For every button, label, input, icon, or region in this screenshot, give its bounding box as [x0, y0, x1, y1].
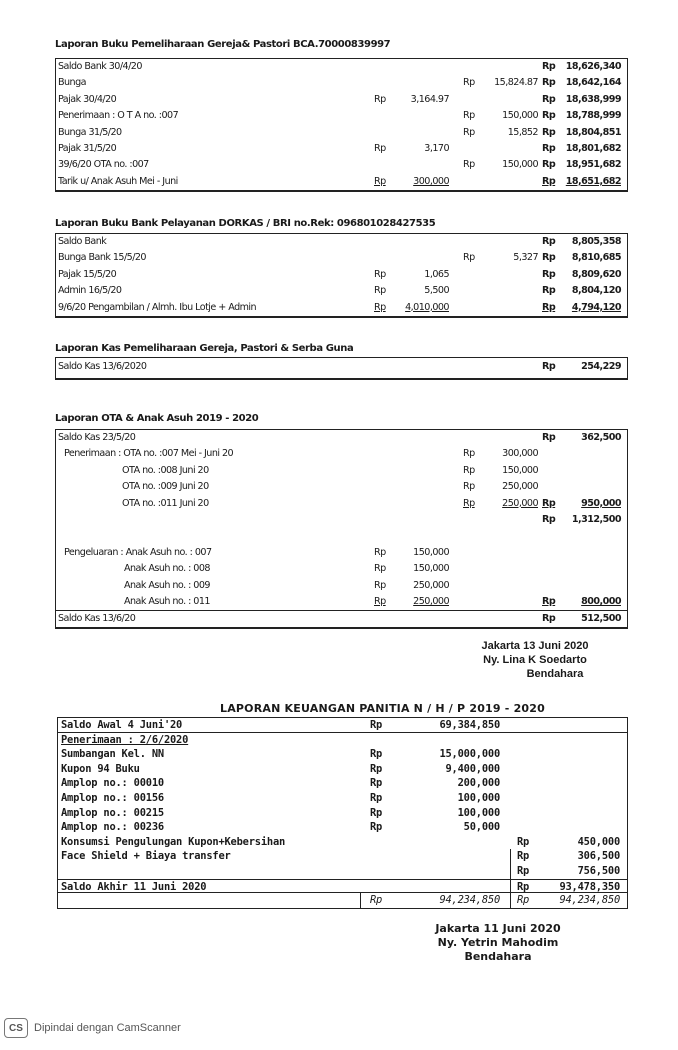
currency-label: Rp — [463, 252, 475, 264]
dorkas-report-table — [55, 233, 628, 318]
currency-label: Rp — [463, 77, 475, 89]
currency-label: Rp — [542, 268, 556, 280]
bca-report — [55, 38, 628, 192]
table-row — [56, 578, 627, 594]
receipt-amount: 100,000 — [457, 791, 500, 804]
bca-report-title: Laporan Buku Pemeliharaan Gereja& Pastori BCA.70000839997 — [55, 39, 391, 50]
table-row — [56, 561, 627, 577]
debit-amount: 150,000 — [413, 563, 449, 575]
column-divider — [510, 849, 511, 864]
currency-label: Rp — [542, 159, 556, 171]
table-row — [56, 267, 627, 283]
signature-1-place-date: Jakarta 13 Juni 2020 — [481, 640, 589, 652]
table-row — [56, 157, 627, 173]
table-row — [56, 75, 627, 91]
expense-amount: 94,234,850 — [559, 894, 620, 907]
table-row — [56, 479, 627, 495]
currency-label: Rp — [542, 236, 556, 247]
balance-amount: 8,804,120 — [571, 285, 621, 297]
currency-label: Rp — [374, 563, 386, 575]
table-row — [56, 496, 627, 512]
debit-amount: 250,000 — [413, 579, 449, 591]
table-row — [56, 283, 627, 299]
camscanner-footer — [4, 1017, 181, 1039]
currency-label: Rp — [542, 252, 556, 264]
table-row — [56, 528, 627, 544]
signature-block-2 — [418, 922, 578, 964]
currency-label: Rp — [463, 481, 475, 493]
receipt-amount: 50,000 — [463, 821, 500, 834]
row-label: Bunga 31/5/20 — [58, 126, 122, 138]
expense-amount: 93,478,350 — [559, 880, 620, 893]
currency-label: Rp — [542, 110, 556, 122]
table-row — [58, 776, 627, 791]
credit-amount: 5,327 — [513, 252, 538, 264]
credit-amount: 250,000 — [502, 481, 538, 493]
balance-amount: 18,788,999 — [565, 110, 621, 122]
currency-label: Rp — [542, 613, 556, 625]
currency-label: Rp — [370, 719, 383, 731]
row-label: Kupon 94 Buku — [61, 762, 140, 775]
currency-label: Rp — [542, 595, 556, 607]
ota-report-title: Laporan OTA & Anak Asuh 2019 - 2020 — [55, 413, 259, 424]
table-row — [56, 512, 627, 528]
row-label: Admin 16/5/20 — [58, 285, 122, 297]
table-row — [56, 250, 627, 266]
credit-amount: 150,000 — [502, 464, 538, 476]
currency-label: Rp — [542, 301, 556, 313]
balance-amount: 1,312,500 — [571, 513, 621, 525]
row-label: 39/6/20 OTA no. :007 — [58, 159, 149, 171]
table-row — [56, 545, 627, 561]
table-row — [58, 718, 627, 733]
table-row — [56, 594, 627, 610]
row-label: Pajak 15/5/20 — [58, 268, 117, 280]
balance-amount: 18,638,999 — [565, 93, 621, 105]
row-label: Pengeluaran : Anak Asuh no. : 007 — [64, 546, 212, 558]
currency-label: Rp — [374, 93, 386, 105]
currency-label: Rp — [374, 595, 386, 607]
balance-amount: 18,642,164 — [565, 77, 621, 89]
panitia-report-title: LAPORAN KEUANGAN PANITIA N / H / P 2019 - 2020 — [220, 702, 545, 715]
table-row — [56, 610, 627, 626]
currency-label: Rp — [542, 93, 556, 105]
signature-1-name: Ny. Lina K Soedarto — [483, 654, 587, 666]
receipt-amount: 9,400,000 — [445, 762, 500, 775]
ota-report — [55, 412, 628, 629]
debit-amount: 150,000 — [413, 546, 449, 558]
debit-amount: 3,170 — [424, 142, 449, 154]
row-label: Sumbangan Kel. NN — [61, 748, 164, 761]
currency-label: Rp — [542, 77, 556, 89]
credit-amount: 15,824.87 — [494, 77, 538, 89]
currency-label: Rp — [370, 821, 383, 834]
receipt-amount: 200,000 — [457, 777, 500, 790]
row-label: Anak Asuh no. : 011 — [124, 595, 210, 607]
row-label: Saldo Akhir 11 Juni 2020 — [61, 880, 207, 893]
signature-2-place-date: Jakarta 11 Juni 2020 — [435, 922, 561, 935]
row-label: Konsumsi Pengulungan Kupon+Kebersihan — [61, 835, 286, 848]
currency-label: Rp — [370, 791, 383, 804]
currency-label: Rp — [374, 268, 386, 280]
row-label: Tarik u/ Anak Asuh Mei - Juni — [58, 175, 178, 187]
kas-report — [55, 342, 628, 380]
currency-label: Rp — [374, 142, 386, 154]
currency-label: Rp — [517, 864, 530, 877]
balance-amount: 8,809,620 — [571, 268, 621, 280]
currency-label: Rp — [370, 777, 383, 790]
table-row — [58, 806, 627, 821]
bca-report-table — [55, 58, 628, 192]
currency-label: Rp — [463, 464, 475, 476]
table-row — [56, 174, 627, 190]
currency-label: Rp — [542, 361, 556, 372]
row-label: Penerimaan : 2/6/2020 — [61, 733, 189, 746]
receipt-amount: 100,000 — [457, 806, 500, 819]
balance-amount: 4,794,120 — [571, 301, 621, 313]
table-row — [56, 359, 627, 375]
kas-report-title: Laporan Kas Pemeliharaan Gereja, Pastori & Serba Guna — [55, 343, 354, 354]
credit-amount: 300,000 — [502, 448, 538, 460]
debit-amount: 250,000 — [413, 595, 449, 607]
table-row — [56, 463, 627, 479]
currency-label: Rp — [517, 880, 530, 893]
receipt-amount: 94,234,850 — [439, 894, 500, 907]
debit-amount: 300,000 — [413, 175, 449, 187]
expense-amount: 306,500 — [577, 850, 620, 863]
table-row — [58, 879, 627, 894]
currency-label: Rp — [370, 894, 383, 907]
debit-amount: 4,010,000 — [405, 301, 449, 313]
table-row — [56, 446, 627, 462]
row-label: Penerimaan : O T A no. :007 — [58, 110, 179, 122]
ota-report-table — [55, 429, 628, 629]
currency-label: Rp — [463, 448, 475, 460]
row-label: Saldo Awal 4 Juni'20 — [61, 719, 183, 731]
panitia-report — [57, 702, 628, 909]
table-row — [58, 864, 627, 879]
currency-label: Rp — [370, 806, 383, 819]
currency-label: Rp — [374, 546, 386, 558]
currency-label: Rp — [542, 126, 556, 138]
credit-amount: 250,000 — [502, 497, 538, 509]
signature-2-name: Ny. Yetrin Mahodim — [437, 936, 559, 949]
row-label: Saldo Bank 30/4/20 — [58, 61, 142, 72]
table-row — [56, 59, 627, 75]
table-row — [58, 791, 627, 806]
row-label: OTA no. :009 Juni 20 — [122, 481, 209, 493]
balance-amount: 800,000 — [581, 595, 621, 607]
currency-label: Rp — [517, 835, 530, 848]
currency-label: Rp — [542, 513, 556, 525]
balance-amount: 18,804,851 — [565, 126, 621, 138]
balance-amount: 18,626,340 — [565, 61, 621, 72]
row-label: Amplop no.: 00236 — [61, 821, 164, 834]
currency-label: Rp — [374, 579, 386, 591]
currency-label: Rp — [463, 159, 475, 171]
table-row — [56, 234, 627, 250]
row-label: 9/6/20 Pengambilan / Almh. Ibu Lotje + Admin — [58, 301, 257, 313]
kas-report-table — [55, 357, 628, 380]
debit-amount: 5,500 — [424, 285, 449, 297]
row-label: Bunga — [58, 77, 86, 89]
row-label: Saldo Bank — [58, 236, 107, 247]
table-row — [58, 820, 627, 835]
column-divider — [360, 893, 361, 908]
balance-amount: 512,500 — [581, 613, 621, 625]
currency-label: Rp — [463, 110, 475, 122]
column-divider — [510, 893, 511, 908]
panitia-report-table — [57, 717, 628, 909]
column-divider — [510, 880, 511, 893]
balance-amount: 362,500 — [581, 432, 621, 443]
currency-label: Rp — [542, 175, 556, 187]
row-label: Pajak 31/5/20 — [58, 142, 117, 154]
table-row — [58, 733, 627, 748]
row-label: OTA no. :011 Juni 20 — [122, 497, 209, 509]
row-label: Saldo Kas 23/5/20 — [58, 432, 136, 443]
table-row — [56, 430, 627, 446]
balance-amount: 18,951,682 — [565, 159, 621, 171]
row-label: Bunga Bank 15/5/20 — [58, 252, 146, 264]
signature-1-role: Bendahara — [526, 668, 584, 680]
credit-amount: 15,852 — [507, 126, 538, 138]
balance-amount: 254,229 — [581, 361, 621, 372]
currency-label: Rp — [374, 285, 386, 297]
row-label: Saldo Kas 13/6/20 — [58, 613, 136, 625]
currency-label: Rp — [517, 850, 530, 863]
row-label: Anak Asuh no. : 009 — [124, 579, 210, 591]
currency-label: Rp — [542, 432, 556, 443]
row-label: Anak Asuh no. : 008 — [124, 563, 210, 575]
row-label: Pajak 30/4/20 — [58, 93, 117, 105]
balance-amount: 950,000 — [581, 497, 621, 509]
table-row — [56, 141, 627, 157]
table-row — [56, 300, 627, 316]
row-label: Face Shield + Biaya transfer — [61, 850, 231, 863]
debit-amount: 1,065 — [424, 268, 449, 280]
currency-label: Rp — [517, 894, 530, 907]
row-label: Saldo Kas 13/6/2020 — [58, 361, 147, 372]
column-divider — [510, 864, 511, 879]
currency-label: Rp — [463, 497, 475, 509]
table-row — [58, 893, 627, 908]
row-label: Penerimaan : OTA no. :007 Mei - Juni 20 — [64, 448, 234, 460]
row-label: Amplop no.: 00010 — [61, 777, 164, 790]
camscanner-logo-icon: CS — [4, 1018, 28, 1038]
currency-label: Rp — [370, 762, 383, 775]
currency-label: Rp — [542, 285, 556, 297]
expense-amount: 756,500 — [577, 864, 620, 877]
dorkas-report-title: Laporan Buku Bank Pelayanan DORKAS / BRI no.Rek: 096801028427535 — [55, 218, 436, 229]
row-label: Amplop no.: 00215 — [61, 806, 164, 819]
credit-amount: 150,000 — [502, 159, 538, 171]
currency-label: Rp — [542, 142, 556, 154]
balance-amount: 8,810,685 — [571, 252, 621, 264]
table-row — [56, 125, 627, 141]
row-label: Amplop no.: 00156 — [61, 791, 164, 804]
table-row — [58, 835, 627, 850]
row-label: OTA no. :008 Juni 20 — [122, 464, 209, 476]
expense-amount: 450,000 — [577, 835, 620, 848]
currency-label: Rp — [374, 175, 386, 187]
table-row — [58, 762, 627, 777]
dorkas-report — [55, 217, 628, 318]
camscanner-footer-text: Dipindai dengan CamScanner — [34, 1022, 181, 1034]
currency-label: Rp — [542, 497, 556, 509]
table-row — [56, 92, 627, 108]
balance-amount: 8,805,358 — [571, 236, 621, 247]
receipt-amount: 69,384,850 — [439, 719, 500, 731]
currency-label: Rp — [370, 748, 383, 761]
receipt-amount: 15,000,000 — [439, 748, 500, 761]
balance-amount: 18,651,682 — [565, 175, 621, 187]
currency-label: Rp — [374, 301, 386, 313]
currency-label: Rp — [463, 126, 475, 138]
balance-amount: 18,801,682 — [565, 142, 621, 154]
table-row — [58, 849, 627, 864]
signature-block-1 — [460, 639, 610, 681]
table-row — [58, 747, 627, 762]
signature-2-role: Bendahara — [464, 950, 532, 963]
currency-label: Rp — [542, 61, 556, 72]
credit-amount: 150,000 — [502, 110, 538, 122]
table-row — [56, 108, 627, 124]
debit-amount: 3,164.97 — [410, 93, 449, 105]
